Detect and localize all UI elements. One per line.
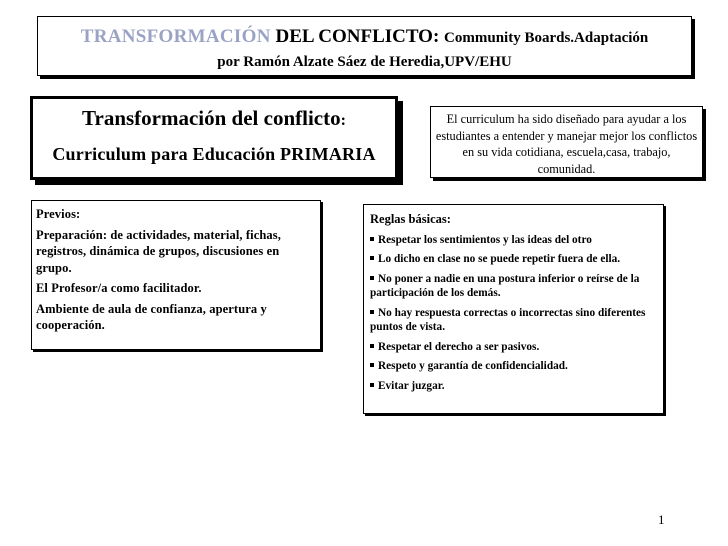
rule-text: Respetar el derecho a ser pasivos. <box>378 340 540 353</box>
rule-text: Respetar los sentimientos y las ideas del otro <box>378 233 592 246</box>
rule-item <box>370 272 657 301</box>
title-line-2: por Ramón Alzate Sáez de Heredia,UPV/EHU <box>217 54 512 70</box>
rule-text: Respeto y garantía de confidencialidad. <box>378 360 568 372</box>
rule-item <box>370 340 657 355</box>
previos-item: El Profesor/a como facilitador. <box>36 281 202 295</box>
rule-item <box>370 233 657 248</box>
bullet-icon <box>370 310 374 314</box>
page-number: 1 <box>658 512 665 527</box>
primaria-heading-colon: : <box>340 112 346 129</box>
title-main: DEL CONFLICTO: <box>275 26 440 47</box>
previos-item: Preparación: de actividades, material, fichas, registros, dinámica de grupos, discusiones en grupo. <box>36 227 281 275</box>
rule-text: Lo dicho en clase no se puede repetir fuera de ella. <box>378 253 621 265</box>
title-line-1 <box>38 25 691 50</box>
bullet-icon <box>370 256 374 260</box>
primaria-box <box>30 96 398 180</box>
bullet-icon <box>370 276 374 280</box>
rule-item <box>370 379 657 394</box>
title-accent: TRANSFORMACIÓN <box>80 26 271 47</box>
rule-text: No poner a nadie en una postura inferior o reírse de la participación de los demás. <box>370 272 640 299</box>
title-box <box>37 16 692 76</box>
previos-heading: Previos: <box>36 207 81 221</box>
bullet-icon <box>370 237 374 241</box>
reglas-box <box>363 204 664 414</box>
reglas-title: Reglas básicas: <box>370 212 451 226</box>
rule-item <box>370 359 657 374</box>
bullet-icon <box>370 383 374 387</box>
bullet-icon <box>370 363 374 367</box>
title-small: Community Boards.Adaptación <box>444 30 649 46</box>
primaria-subtitle: Curriculum para Educación PRIMARIA <box>52 144 376 164</box>
primaria-heading-text: Transformación del conflicto <box>82 106 341 130</box>
rule-text: No hay respuesta correctas o incorrectas sino diferentes puntos de vista. <box>370 306 646 333</box>
rule-item <box>370 252 657 267</box>
rule-item <box>370 306 657 335</box>
rule-text: Evitar juzgar. <box>378 379 445 392</box>
description-text: El curriculum ha sido diseñado para ayudar a los estudiantes a entender y manejar mejor los conflictos en su vida cotidiana, escuela,casa, trabajo, comunidad. <box>435 112 698 176</box>
previos-item: Ambiente de aula de confianza, apertura y cooperación. <box>36 301 267 332</box>
description-box <box>430 106 703 178</box>
primaria-heading <box>33 105 395 134</box>
bullet-icon <box>370 344 374 348</box>
previos-box <box>31 200 321 350</box>
